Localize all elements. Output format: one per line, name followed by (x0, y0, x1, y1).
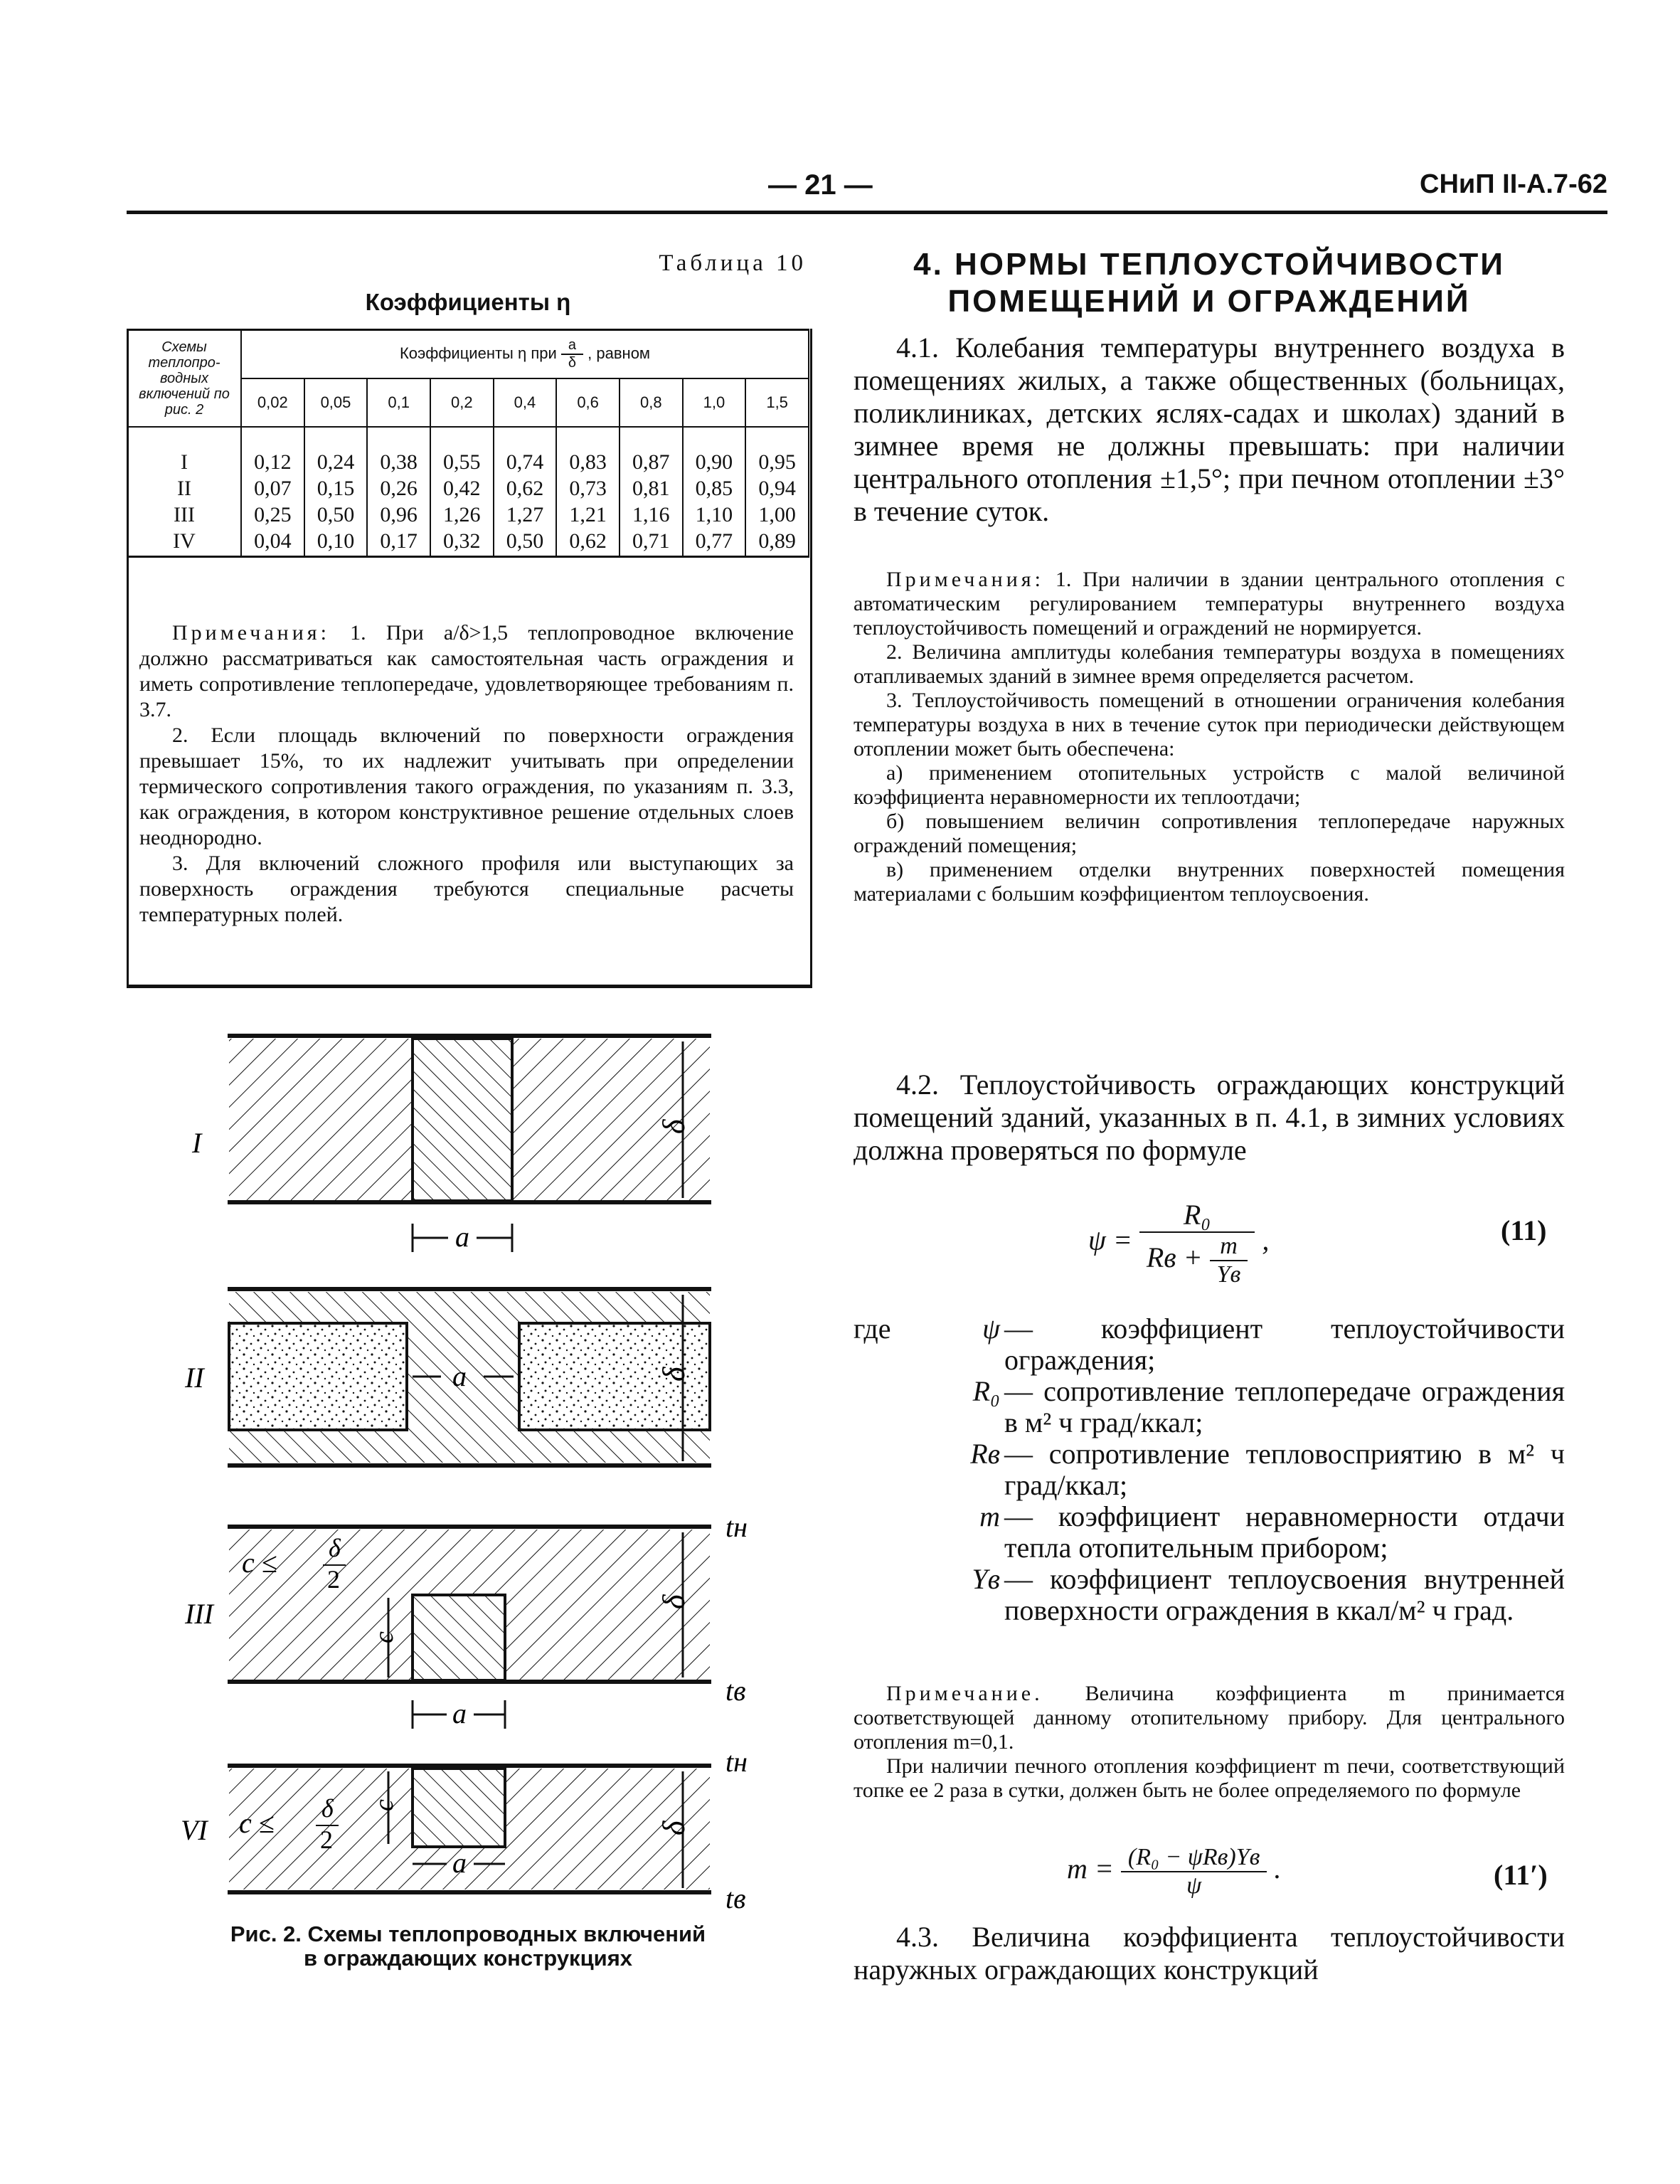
formula-fraction (1139, 1198, 1255, 1288)
frac-num: δ (329, 1534, 341, 1562)
paragraph-4-3 (854, 1921, 1565, 1986)
legend-row (854, 1501, 1565, 1564)
insulation-dots (229, 1323, 407, 1430)
formula-11-prime (1067, 1844, 1281, 1899)
note-3: 3. Теплоустойчивость помещений в отношении ограничения колебания температуры воздуха в них в течение суток при периодически действующем отоплении может быть обеспечена: (854, 689, 1565, 760)
formula-fraction (1121, 1844, 1267, 1899)
delta-label: δ (656, 1594, 691, 1609)
legend-symbol: ψ (982, 1313, 1000, 1345)
scheme-label: III (185, 1598, 213, 1630)
value: 0,55 (443, 450, 481, 474)
t-inner-label: tв (725, 1675, 746, 1707)
legend-symbol: R₀ (972, 1375, 1000, 1407)
t-inner-label: tв (725, 1882, 746, 1914)
a-label: a (452, 1360, 467, 1392)
col-header: 1,5 (745, 378, 809, 427)
a-label: a (452, 1697, 467, 1729)
t-outer-label: tн (725, 1746, 748, 1778)
scheme-label: I (181, 450, 188, 474)
notes-lead: Примечания: (172, 621, 330, 645)
where-lead: где (854, 1313, 891, 1345)
value: 0,50 (506, 529, 544, 553)
value: 0,90 (695, 450, 733, 474)
formula-den (1139, 1233, 1255, 1288)
col-header: 0,6 (556, 378, 620, 427)
formula-legend (854, 1313, 1565, 1626)
value: 0,10 (317, 529, 355, 553)
legend-symbol: Yв (972, 1563, 1000, 1595)
value: 0,32 (443, 529, 481, 553)
scheme-column-header: Схемы теплопро-водных включений по рис. 2 (127, 330, 241, 428)
frac-den: 2 (327, 1565, 340, 1594)
col-header: 0,1 (367, 378, 430, 427)
formula-note (854, 1682, 1565, 1803)
inclusion (413, 1769, 505, 1847)
legend-text: — сопротивление теплопередаче ограждения в м² ч град/ккал; (1004, 1375, 1565, 1438)
legend-row (854, 1313, 1565, 1376)
value: 0,15 (317, 477, 355, 500)
section-notes (854, 568, 1565, 906)
legend-text: — сопротивление тепловосприятию в м² ч град/ккал; (1004, 1438, 1565, 1501)
note-2: 2. Если площадь включений по поверхности ограждения превышает 15%, то их надлежит учитывать при определении термического сопротивления такого ограждения, по указаниям п. 3.3, как ограждения, в котором конструктивное решение отдельных слоев неоднородно. (139, 723, 794, 849)
value: 1,00 (758, 503, 796, 526)
col-header: 0,05 (304, 378, 368, 427)
group-header-prefix: Коэффициенты η при (399, 344, 557, 362)
formula-dot: . (1274, 1852, 1282, 1885)
formula-den-a: Rв + (1146, 1241, 1203, 1274)
scheme-label: II (177, 477, 191, 500)
col-header: 0,4 (494, 378, 557, 427)
value: 0,74 (506, 450, 544, 474)
value: 0,38 (380, 450, 418, 474)
legend-row (854, 1438, 1565, 1501)
value: 0,50 (317, 503, 355, 526)
formula-den: ψ (1186, 1872, 1202, 1899)
c-label: c (369, 1631, 399, 1643)
formula-11 (1088, 1198, 1269, 1288)
delta-label: δ (656, 1119, 691, 1134)
header-rule (127, 211, 1607, 214)
note-3a: а) применением отопительных устройств с малой величиной коэффициента неравномерности их теплоотдачи; (854, 761, 1565, 809)
value: 0,07 (254, 477, 292, 500)
value: 0,87 (632, 450, 670, 474)
value: 1,27 (506, 503, 544, 526)
inclusion (413, 1595, 505, 1680)
note-3b: б) повышением величин сопротивления теплопередаче наружных ограждений помещения; (854, 810, 1565, 857)
figure-caption (127, 1922, 809, 1971)
value: 0,85 (695, 477, 733, 500)
note-1: 1. При a/δ>1,5 теплопроводное включение должно рассматриваться как самостоятельная часть ограждения и иметь сопротивление теплопередаче, удовлетворяющее требованиям п. 3.7. (139, 621, 794, 721)
value: 1,16 (632, 503, 670, 526)
frac-num: a (561, 337, 583, 355)
value: 0,81 (632, 477, 670, 500)
note-text: Величина коэффициента m принимается соответствующей данному отопительному прибору. Для центрального отопления m=0,1. (854, 1682, 1565, 1754)
legend-text: — коэффициент теплоусвоения внутренней поверхности ограждения в ккал/м² ч град. (1004, 1563, 1565, 1626)
value: 0,94 (758, 477, 796, 500)
document-code: СНиП II-А.7-62 (1420, 169, 1607, 199)
value: 0,62 (569, 529, 607, 553)
scheme-label: I (192, 1127, 202, 1159)
note-3c: в) применением отделки внутренних поверхностей помещения материалами с большим коэффициентом теплоусвоения. (854, 858, 1565, 906)
scheme-label: VI (181, 1814, 208, 1846)
paragraph-4-3-text: 4.3. Величина коэффициента теплоустойчивости наружных ограждающих конструкций (854, 1921, 1565, 1986)
formula-lhs: ψ = (1088, 1224, 1132, 1256)
notes-lead: Примечания: (886, 568, 1044, 591)
paragraph-4-2 (854, 1069, 1565, 1167)
value: 0,42 (443, 477, 481, 500)
value: 0,89 (758, 529, 796, 553)
value: 0,71 (632, 529, 670, 553)
paragraph-4-1-text: 4.1. Колебания температуры внутреннего воздуха в помещениях жилых, а также общественных (больницах, поликлиниках, детских яслях-садах и школах) зданий в зимнее время не должны превышать: при наличии центрального отопления ±1,5°; при печном отоплении ±3° в течение суток. (854, 332, 1565, 527)
c-condition: c ≤ (242, 1547, 277, 1579)
value: 0,73 (569, 477, 607, 500)
value: 0,12 (254, 450, 292, 474)
legend-text: — коэффициент неравномерности отдачи тепла отопительным прибором; (1004, 1500, 1565, 1564)
scheme-I (191, 1036, 711, 1253)
thermal-bridge-schemes-figure (171, 1010, 797, 1914)
value: 0,77 (695, 529, 733, 553)
col-header: 0,02 (241, 378, 304, 427)
frac-num: δ (321, 1794, 334, 1823)
scheme-II (184, 1289, 711, 1465)
figure-caption-line2: в ограждающих конструкциях (303, 1946, 633, 1971)
note-3: 3. Для включений сложного профиля или выступающих за поверхность ограждения требуются специальные расчеты температурных полей. (139, 852, 794, 926)
value: 0,24 (317, 450, 355, 474)
formula-num: (R₀ − ψRв)Yв (1121, 1844, 1267, 1872)
c-condition: c ≤ (239, 1807, 275, 1839)
delta-label: δ (656, 1367, 691, 1382)
page-number: — 21 — (768, 169, 873, 201)
value: 0,26 (380, 477, 418, 500)
note-text-2: При наличии печного отопления коэффициент m печи, соответствующий топке ее 2 раза в сутки, должен быть не более определяемого по формуле (854, 1754, 1565, 1802)
notes-box-bottom-rule (127, 985, 812, 988)
value: 0,62 (506, 477, 544, 500)
col-header: 0,8 (620, 378, 683, 427)
value: 0,96 (380, 503, 418, 526)
scheme-III (184, 1511, 748, 1729)
delta-label: δ (656, 1820, 691, 1835)
formula-num: R₀ (1139, 1198, 1255, 1233)
formula-lhs: m = (1067, 1852, 1114, 1885)
table-notes (139, 620, 794, 928)
legend-row (854, 1564, 1565, 1626)
scheme-label: IV (173, 529, 196, 553)
formula-inner-num: m (1210, 1233, 1248, 1261)
paragraph-4-1 (854, 332, 1565, 528)
value: 0,25 (254, 503, 292, 526)
scheme-label: III (174, 503, 195, 526)
scheme-label: II (185, 1362, 204, 1394)
legend-row (854, 1376, 1565, 1438)
formula-11-number: (11) (1501, 1214, 1547, 1246)
col-header: 0,2 (430, 378, 494, 427)
value: 0,95 (758, 450, 796, 474)
note-1: 1. При наличии в здании центрального отопления с автоматическим регулированием температуры внутреннего воздуха теплоустойчивость помещений и ограждений не нормируется. (854, 568, 1565, 640)
formula-comma: , (1262, 1224, 1270, 1256)
formula-11-prime-number: (11′) (1494, 1859, 1548, 1891)
formula-inner-den: Yв (1216, 1261, 1241, 1288)
a-label: a (452, 1847, 467, 1879)
note-lead: Примечание. (886, 1682, 1043, 1705)
frac-den: δ (568, 355, 577, 371)
c-label: c (369, 1799, 399, 1811)
formula-inner-fraction (1210, 1233, 1248, 1288)
group-header-suffix: , равном (588, 344, 651, 362)
wall-hatch (229, 1039, 585, 1201)
value: 1,26 (443, 503, 481, 526)
inclusion (413, 1039, 512, 1201)
figure-caption-line1: Рис. 2. Схемы теплопроводных включений (230, 1921, 706, 1946)
note-2: 2. Величина амплитуды колебания температуры воздуха в помещениях отапливаемых зданий в зимнее время определяется расчетом. (854, 640, 1565, 688)
legend-symbol: Rв (970, 1438, 1000, 1470)
frac-den: 2 (320, 1825, 333, 1854)
col-header: 1,0 (683, 378, 746, 427)
scheme-VI (181, 1746, 748, 1914)
paragraph-4-2-text: 4.2. Теплоустойчивость ограждающих конструкций помещений зданий, указанных в п. 4.1, в зимних условиях должна проверяться по формуле (854, 1069, 1565, 1166)
section-title-line1: 4. НОРМЫ ТЕПЛОУСТОЙЧИВОСТИ (913, 247, 1505, 282)
table-title: Коэффициенты η (365, 289, 571, 315)
value: 1,10 (695, 503, 733, 526)
a-label: a (455, 1221, 469, 1253)
section-title-line2: ПОМЕЩЕНИЙ И ОГРАЖДЕНИЙ (947, 284, 1471, 319)
value: 0,83 (569, 450, 607, 474)
section-title (854, 246, 1565, 320)
legend-symbol: m (979, 1500, 1000, 1532)
value: 1,21 (569, 503, 607, 526)
legend-text: — коэффициент теплоустойчивости ограждения; (1004, 1313, 1565, 1376)
value: 0,04 (254, 529, 292, 553)
table-label: Таблица 10 (659, 250, 807, 276)
value: 0,17 (380, 529, 418, 553)
t-outer-label: tн (725, 1511, 748, 1543)
